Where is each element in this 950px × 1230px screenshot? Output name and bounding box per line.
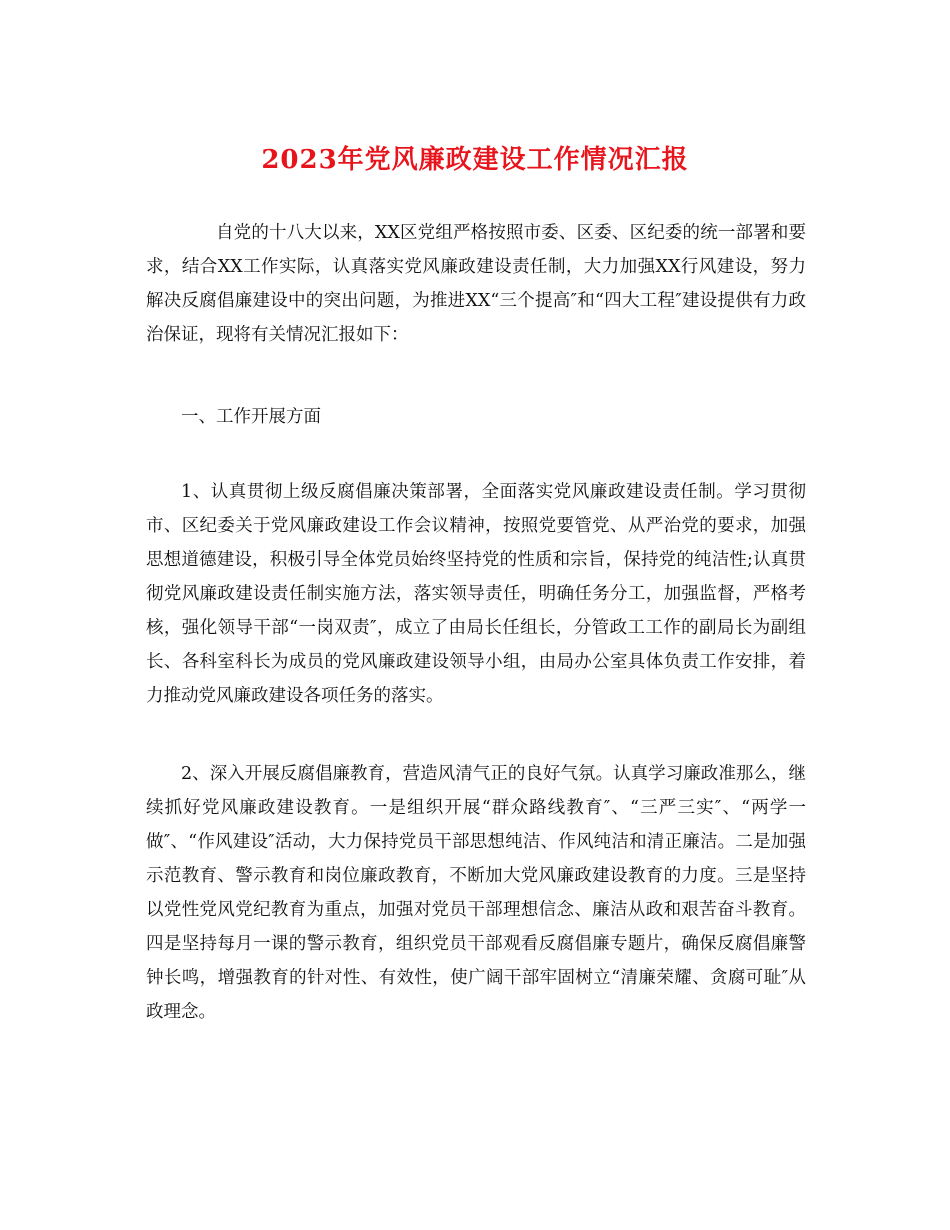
document-title: 2023年党风廉政建设工作情况汇报 xyxy=(261,145,689,175)
section-heading-work: 一、工作开展方面 xyxy=(181,407,321,427)
paragraph-item-2: 2、深入开展反腐倡廉教育，营造风清气正的良好气氛。认真学习廉政准那么，继续抓好党风廉政建设教育。一是组织开展“群众路线教育″、“三严三实″、“两学一做″、“作风建设″活动，大力保持党员干部思想纯洁、作风纯洁和清正廉洁。二是加强示范教育、警示教育和岗位廉政教育，不断加大党风廉政建设教育的力度。三是坚持以党性党风党纪教育为重点，加强对党员干部理想信念、廉洁从政和艰苦奋斗教育。四是坚持每月一课的警示教育，组织党员干部观看反腐倡廉专题片，确保反腐倡廉警钟长鸣，增强教育的针对性、有效性，使广阔干部牢固树立“清廉荣耀、贪腐可耻″从政理念。 xyxy=(146,764,806,1022)
paragraph-item-1: 1、认真贯彻上级反腐倡廉决策部署，全面落实党风廉政建设责任制。学习贯彻市、区纪委关于党风廉政建设工作会议精神，按照党要管党、从严治党的要求，加强思想道德建设，积极引导全体党员始终坚持党的性质和宗旨，保持党的纯洁性;认真贯彻党风廉政建设责任制实施方法，落实领导责任，明确任务分工，加强监督，严格考核，强化领导干部“一岗双责″，成立了由局长任组长，分管政工工作的副局长为副组长、各科室科长为成员的党风廉政建设领导小组，由局办公室具体负责工作安排，着力推动党风廉政建设各项任务的落实。 xyxy=(146,482,806,706)
intro-paragraph: 自党的十八大以来，XX区党组严格按照市委、区委、区纪委的统一部署和要求，结合XX工作实际，认真落实党风廉政建设责任制，大力加强XX行风建设，努力解决反腐倡廉建设中的突出问题，为推进XX“三个提高″和“四大工程″建设提供有力政治保证，现将有关情况汇报如下： xyxy=(146,223,806,345)
